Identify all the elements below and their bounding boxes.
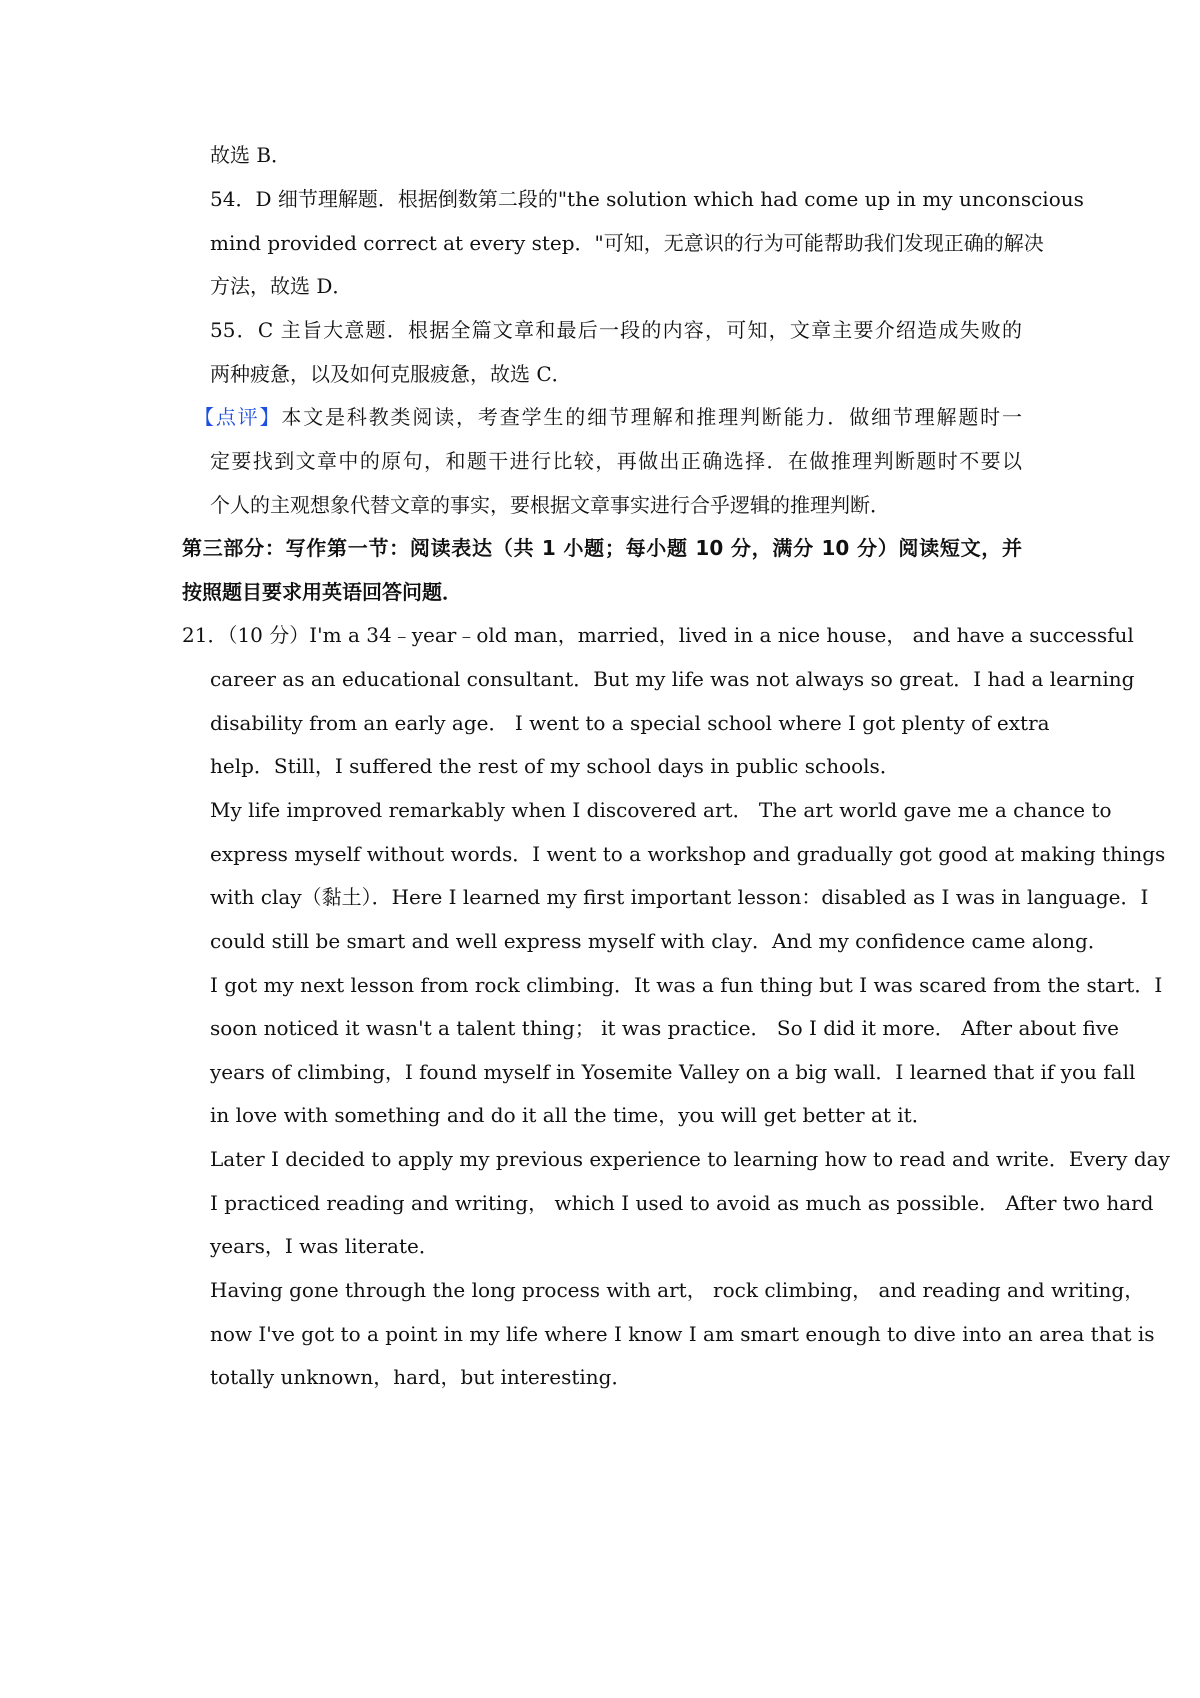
text-line: 故选 B． <box>210 143 292 167</box>
passage-line: totally unknown，hard，but interesting． <box>210 1365 632 1389</box>
passage-line: Later I decided to apply my previous experience to learning how to read and write．Every day <box>210 1147 1170 1171</box>
passage-line: career as an educational consultant．But my life was not always so great．I had a learning <box>210 667 1135 691</box>
text-line: 方法，故选 D． <box>210 274 353 298</box>
passage-line: express myself without words．I went to a workshop and gradually got good at making things <box>210 842 1166 866</box>
comment-line: 个人的主观想象代替文章的事实，要根据文章事实进行合乎逻辑的推理判断． <box>210 493 890 517</box>
passage-line: I practiced reading and writing， which I used to avoid as much as possible． After two hard <box>210 1191 1154 1215</box>
section-heading: 第三部分：写作第一节：阅读表达（共 1 小题；每小题 10 分，满分 10 分）阅读短文，并 <box>182 536 1022 560</box>
passage-line: 21．（10 分）I'm a 34﹣year﹣old man，married，lived in a nice house， and have a successful <box>182 623 1134 647</box>
passage-line: with clay（黏土）．Here I learned my first important lesson：disabled as I was in language．I <box>210 885 1149 909</box>
passage-line: Having gone through the long process with art， rock climbing， and reading and writing， <box>210 1278 1145 1302</box>
passage-line: My life improved remarkably when I discovered art． The art world gave me a chance to <box>210 798 1112 822</box>
comment-label: 【点评】 <box>194 405 282 429</box>
passage-line: help．Still，I suffered the rest of my school days in public schools． <box>210 754 900 778</box>
passage-line: disability from an early age． I went to a special school where I got plenty of extra <box>210 711 1050 735</box>
text-line: 两种疲惫，以及如何克服疲惫，故选 C． <box>210 362 572 386</box>
section-heading: 按照题目要求用英语回答问题． <box>182 580 462 604</box>
comment-text: 本文是科教类阅读，考查学生的细节理解和推理判断能力．做细节理解题时一 <box>281 405 1023 429</box>
passage-line: in love with something and do it all the time，you will get better at it． <box>210 1103 932 1127</box>
text-line: 55．C 主旨大意题．根据全篇文章和最后一段的内容，可知，文章主要介绍造成失败的 <box>210 318 1022 342</box>
passage-line: years，I was literate． <box>210 1234 439 1258</box>
passage-line: years of climbing，I found myself in Yosemite Valley on a big wall．I learned that if you fall <box>210 1060 1136 1084</box>
comment-line <box>194 403 1022 431</box>
passage-line: soon noticed it wasn't a talent thing； it was practice． So I did it more． After about five <box>210 1016 1119 1040</box>
text-line: 54．D 细节理解题．根据倒数第二段的"the solution which had come up in my unconscious <box>210 187 1084 211</box>
passage-line: now I've got to a point in my life where I know I am smart enough to dive into an area that is <box>210 1322 1155 1346</box>
passage-line: I got my next lesson from rock climbing．It was a fun thing but I was scared from the start．I <box>210 973 1163 997</box>
text-line: mind provided correct at every step．"可知，无意识的行为可能帮助我们发现正确的解决 <box>210 231 1044 255</box>
comment-line: 定要找到文章中的原句，和题干进行比较，再做出正确选择．在做推理判断题时不要以 <box>210 449 1022 473</box>
passage-line: could still be smart and well express myself with clay．And my confidence came along． <box>210 929 1108 953</box>
